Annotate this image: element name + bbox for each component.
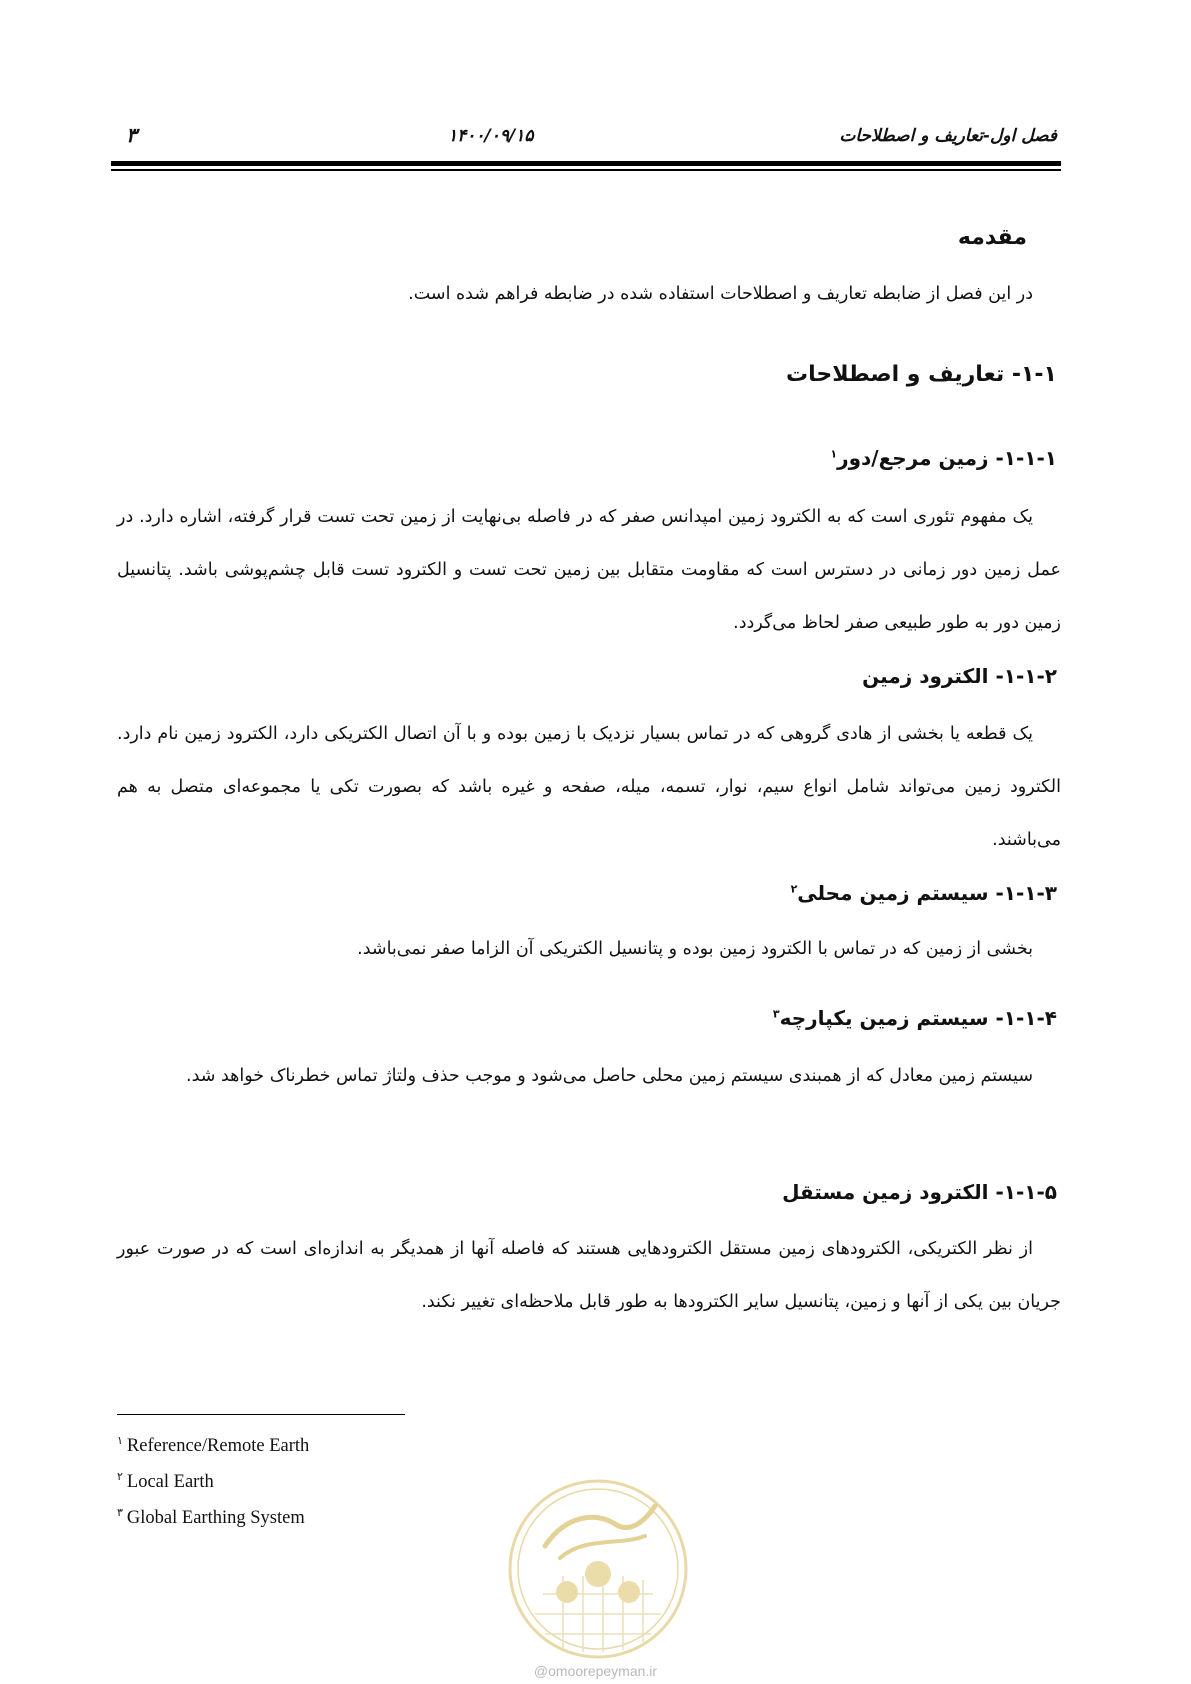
intro-text: در این فصل از ضابطه تعاریف و اصطلاحات استفاده شده در ضابطه فراهم شده است. xyxy=(408,284,1033,304)
omoorepeyman-seal-icon xyxy=(505,1476,691,1662)
subsection-paragraph-5 xyxy=(117,1223,1061,1329)
subsection-paragraph-4 xyxy=(117,1050,1061,1103)
footnote-text-3: Global Earthing System xyxy=(126,1508,305,1528)
watermark-site: @omoorepeyman.ir xyxy=(533,1663,658,1679)
subsection-heading-5-text: ۱-۱-۵- الکترود زمین مستقل xyxy=(782,1180,1057,1204)
subsection-paragraph-3 xyxy=(117,923,1061,976)
footnote-ref-2: ۲ xyxy=(790,882,798,896)
running-header-title: فصل اول-تعاریف و اصطلاحات xyxy=(839,126,1057,146)
subsection-text-1: یک مفهوم تئوری است که به الکترود زمین امپدانس صفر که در فاصله بی‌نهایت از زمین تحت تست قرار گرفته، اشاره دارد. در عمل زمین دور زمانی در دسترس است که مقاومت متقابل بین زمین تحت تست و الکترود تست قابل چشم‌پوشی باشد. پتانسیل زمین دور به طور طبیعی صفر لحاظ می‌گردد. xyxy=(117,507,1061,633)
subsection-heading-3 xyxy=(791,881,1057,905)
footnote-mark-3: ۳ xyxy=(117,1506,123,1519)
subsection-heading-3-text: ۱-۱-۳- سیستم زمین محلی xyxy=(797,881,1057,905)
page-number: ۳ xyxy=(126,123,137,147)
subsection-heading-1-text: ۱-۱-۱- زمین مرجع/دور xyxy=(837,446,1057,470)
subsection-heading-4-text: ۱-۱-۴- سیستم زمین یکپارچه xyxy=(779,1006,1057,1030)
subsection-heading-5 xyxy=(782,1180,1057,1204)
subsection-text-3: بخشی از زمین که در تماس با الکترود زمین بوده و پتانسیل الکتریکی آن الزاما صفر نمی‌باشد. xyxy=(357,939,1033,959)
subsection-paragraph-2 xyxy=(117,708,1061,867)
header-rule-thick xyxy=(111,161,1061,166)
footnote-1 xyxy=(117,1436,309,1457)
subsection-heading-1 xyxy=(830,446,1057,470)
subsection-heading-4 xyxy=(773,1006,1057,1030)
footnote-3 xyxy=(117,1508,305,1529)
footnote-ref-3: ۳ xyxy=(772,1007,780,1021)
running-header-date: ۱۴۰۰/۰۹/۱۵ xyxy=(448,126,534,146)
intro-paragraph xyxy=(117,268,1061,321)
footnote-mark-2: ۲ xyxy=(117,1470,123,1483)
footnote-text-2: Local Earth xyxy=(126,1472,214,1492)
header-rule-thin xyxy=(111,169,1061,171)
footnote-ref-1: ۱ xyxy=(830,447,838,461)
subsection-heading-2-text: ۱-۱-۲- الکترود زمین xyxy=(862,664,1057,688)
subsection-text-4: سیستم زمین معادل که از همبندی سیستم زمین محلی حاصل می‌شود و موجب حذف ولتاژ تماس خطرناک خواهد شد. xyxy=(186,1066,1033,1086)
footnote-2 xyxy=(117,1472,214,1493)
subsection-text-5: از نظر الکتریکی، الکترودهای زمین مستقل الکترودهایی هستند که فاصله آنها از همدیگر به اندازه‌ای است که در صورت عبور جریان بین یکی از آنها و زمین، پتانسیل سایر الکترودها به طور قابل ملاحظه‌ای تغییر نکند. xyxy=(117,1239,1061,1312)
intro-heading: مقدمه xyxy=(957,225,1027,250)
footnote-text-1: Reference/Remote Earth xyxy=(126,1436,310,1456)
footnote-mark-1: ۱ xyxy=(117,1434,123,1447)
subsection-heading-2 xyxy=(862,664,1057,688)
subsection-paragraph-1 xyxy=(117,491,1061,650)
section-heading: ۱-۱- تعاریف و اصطلاحات xyxy=(785,362,1057,387)
footnote-separator xyxy=(117,1414,405,1415)
subsection-text-2: یک قطعه یا بخشی از هادی گروهی که در تماس بسیار نزدیک با زمین بوده و با آن اتصال الکتریکی دارد، الکترود زمین نام دارد. الکترود زمین می‌تواند شامل انواع سیم، نوار، تسمه، میله، صفحه و غیره باشد که بصورت تکی یا مجموعه‌ای متصل به هم می‌باشند. xyxy=(117,724,1061,850)
